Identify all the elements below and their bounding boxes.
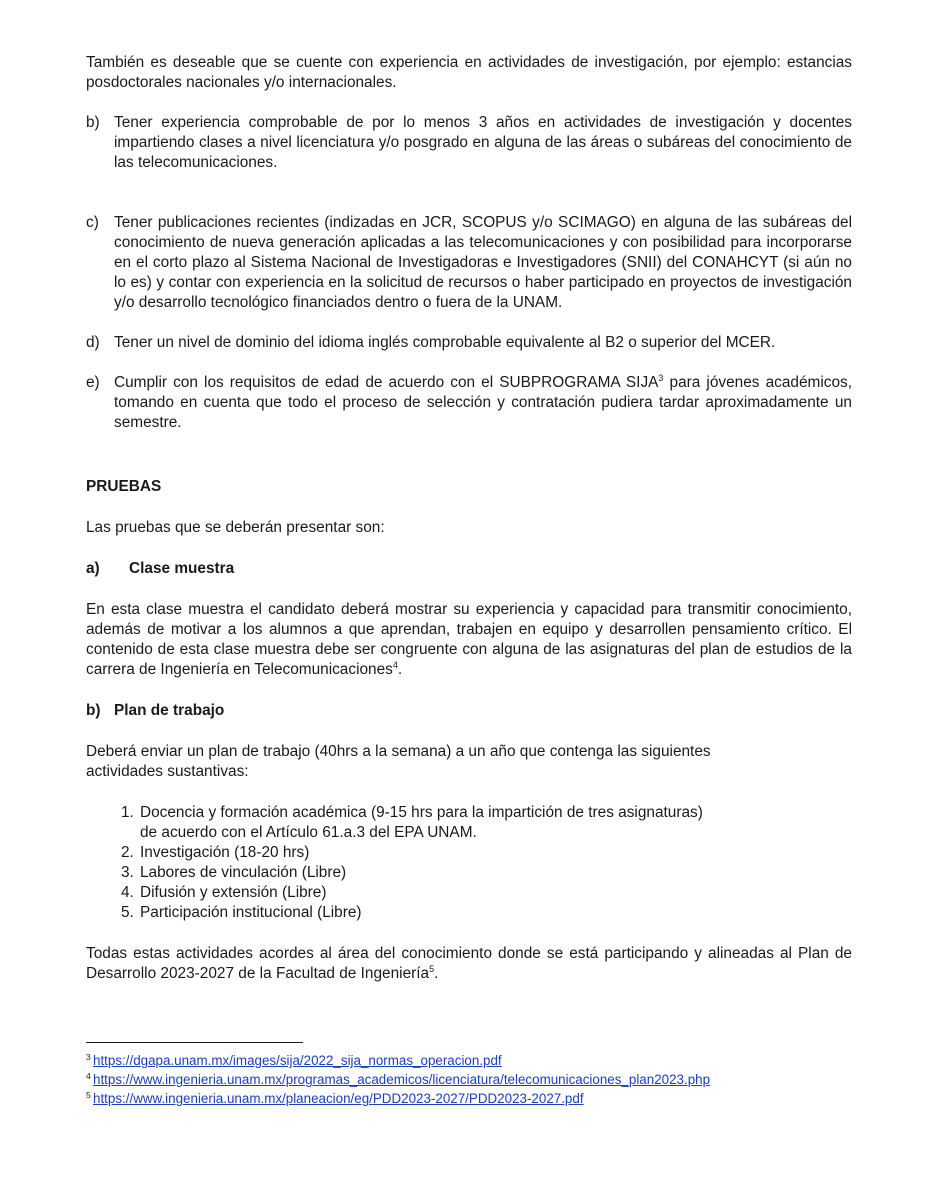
subheading-label: b) [86, 702, 101, 719]
list-item-text: Docencia y formación académica (9-15 hrs para la impartición de tres asignaturas) [140, 804, 703, 821]
list-item [86, 883, 852, 903]
list-number: 1. [121, 804, 134, 821]
list-number: 2. [121, 844, 134, 861]
requirement-text-part: para jóvenes académicos, tomando en cuenta que todo el proceso de selección y contratación pudiera tardar aproximadamente un semestre. [114, 374, 852, 431]
footnote-divider [86, 1042, 303, 1043]
list-item-text: Investigación (18-20 hrs) [140, 844, 310, 861]
requirement-text: Tener publicaciones recientes (indizadas en JCR, SCOPUS y/o SCIMAGO) en alguna de las subáreas del conocimiento de nueva generación aplicadas a las telecomunicaciones y con posibilidad para incorporarse en el corto plazo al Sistema Nacional de Investigadoras e Investigadores (SNII) del CONAHCYT (si aún no lo es) y contar con experiencia en la solicitud de recursos o haber participado en proyectos de investigación y/o desarrollo tecnológico financiados dentro o fuera de la UNAM. [114, 214, 852, 311]
subheading-title: Plan de trabajo [114, 702, 225, 719]
footnote-number: 3 [86, 1052, 91, 1062]
footnote-4 [86, 1070, 852, 1089]
footnote-5 [86, 1089, 852, 1108]
clase-muestra-paragraph [86, 600, 852, 680]
requirement-label: d) [86, 334, 100, 351]
list-item-text: Difusión y extensión (Libre) [140, 884, 327, 901]
section-heading-pruebas: PRUEBAS [86, 478, 162, 495]
list-number: 4. [121, 884, 134, 901]
document-page [86, 53, 852, 984]
footnote-ref-4[interactable]: 4 [392, 659, 398, 670]
list-item [86, 903, 852, 923]
subheading-clase-muestra [86, 559, 852, 579]
requirement-label: c) [86, 214, 99, 231]
requirement-c [86, 213, 852, 313]
list-item-text: Labores de vinculación (Libre) [140, 864, 347, 881]
footnotes [86, 1042, 852, 1108]
activities-list [86, 803, 852, 923]
list-number: 5. [121, 904, 134, 921]
list-item [86, 843, 852, 863]
subheading-title: Clase muestra [129, 560, 235, 577]
paragraph-text: . [397, 661, 403, 678]
list-item [86, 803, 852, 843]
requirement-text-part: Cumplir con los requisitos de edad de acuerdo con el SUBPROGRAMA SIJA [114, 374, 659, 391]
requirement-text: Tener experiencia comprobable de por lo menos 3 años en actividades de investigación y docentes impartiendo clases a nivel licenciatura y/o posgrado en alguna de las áreas o subáreas del conocimiento de las telecomunicaciones. [114, 114, 852, 171]
closing-paragraph [86, 944, 852, 984]
subheading-plan-de-trabajo [86, 701, 852, 721]
list-number: 3. [121, 864, 134, 881]
requirement-e [86, 373, 852, 433]
footnote-number: 5 [86, 1090, 91, 1100]
requirement-d [86, 333, 852, 353]
footnote-link[interactable]: https://www.ingenieria.unam.mx/planeacion/eg/PDD2023-2027/PDD2023-2027.pdf [93, 1091, 584, 1106]
requirement-text [114, 373, 852, 433]
subheading-label: a) [86, 560, 100, 577]
requirement-text: Tener un nivel de dominio del idioma inglés comprobable equivalente al B2 o superior del MCER. [114, 334, 776, 351]
paragraph-text: . [434, 965, 439, 982]
footnote-ref-5[interactable]: 5 [429, 963, 435, 974]
plan-intro-paragraph: Deberá enviar un plan de trabajo (40hrs a la semana) a un año que contenga las siguientes actividades sustantivas: [86, 743, 711, 780]
footnote-number: 4 [86, 1071, 91, 1081]
footnote-3 [86, 1051, 852, 1070]
list-item-text: Participación institucional (Libre) [140, 904, 362, 921]
requirement-b [86, 113, 852, 173]
footnote-link[interactable]: https://dgapa.unam.mx/images/sija/2022_sija_normas_operacion.pdf [93, 1053, 502, 1068]
intro-paragraph: También es deseable que se cuente con experiencia en actividades de investigación, por ejemplo: estancias posdoctorales nacionales y/o internacionales. [86, 54, 852, 91]
requirement-label: e) [86, 374, 100, 391]
paragraph-text: En esta clase muestra el candidato deberá mostrar su experiencia y capacidad para transmitir conocimiento, además de motivar a los alumnos a que aprendan, trabajen en equipo y desarrollen pensamiento crítico. El contenido de esta clase muestra debe ser congruente con alguna de las asignaturas del plan de estudios de la carrera de Ingeniería en Telecomunicaciones [86, 601, 852, 678]
footnote-ref-3[interactable]: 3 [658, 372, 664, 383]
pruebas-lead: Las pruebas que se deberán presentar son: [86, 519, 385, 536]
requirement-label: b) [86, 114, 100, 131]
list-item [86, 863, 852, 883]
footnote-link[interactable]: https://www.ingenieria.unam.mx/programas_academicos/licenciatura/telecomunicaciones_plan2023.php [93, 1072, 711, 1087]
list-item-text-cont: de acuerdo con el Artículo 61.a.3 del EPA UNAM. [140, 824, 477, 841]
paragraph-text: Todas estas actividades acordes al área del conocimiento donde se está participando y alineadas al Plan de Desarrollo 2023-2027 de la Facultad de Ingeniería [86, 945, 852, 982]
